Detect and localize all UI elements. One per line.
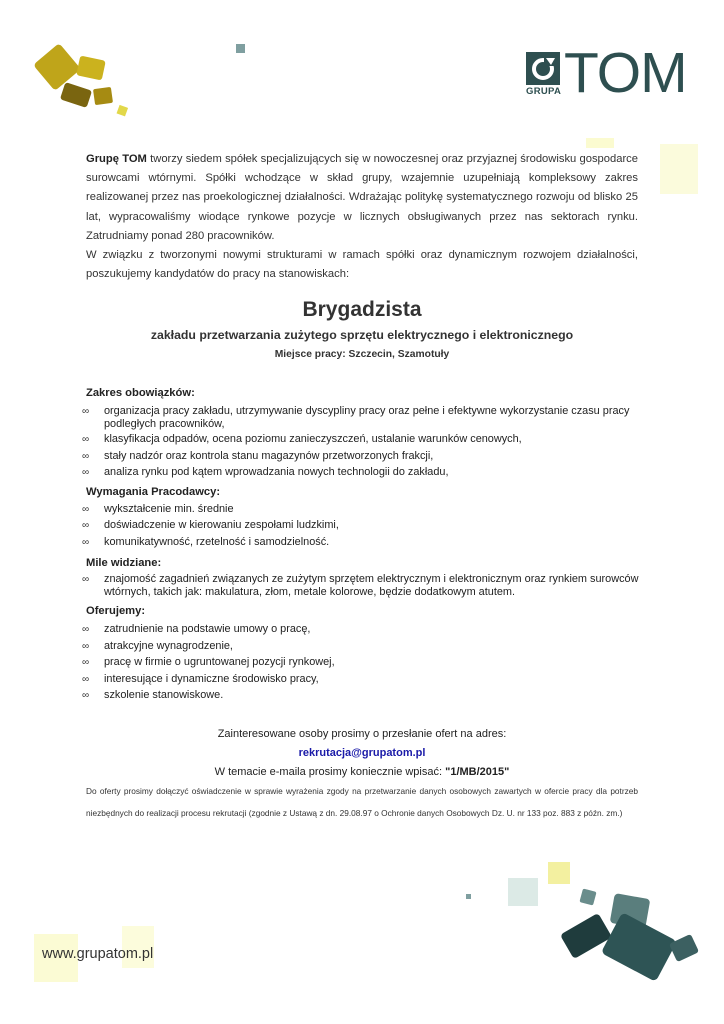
offer-item: pracę w firmie o ugruntowanej pozycji rynkowej,: [104, 656, 335, 668]
duty-item: klasyfikacja odpadów, ocena poziomu zanieczyszczeń, ustalanie warunków cenowych,: [104, 433, 522, 445]
gold-tile-medium: [76, 56, 106, 81]
email-subject-prefix: W temacie e-maila prosimy koniecznie wpisać:: [214, 766, 446, 778]
pale-yellow-bar-decoration: [586, 138, 614, 148]
nice-to-have-item: znajomość zagadnień związanych ze zużytym sprzętem elektrycznym i elektronicznym oraz rynkiem surowców wtórnych, takich jak: makulatura, złom, metale kolorowe, będzie dodatkowym atutem.: [104, 573, 639, 598]
recycle-arc-icon: [526, 52, 560, 85]
gold-tile-large: [33, 43, 81, 91]
bullet-icon: ∞: [82, 451, 90, 462]
bullet-icon: ∞: [82, 574, 90, 585]
website-link[interactable]: www.grupatom.pl: [42, 946, 154, 962]
job-location: Miejsce pracy: Szczecin, Szamotuły: [274, 349, 450, 360]
duty-item: analiza rynku pod kątem wprowadzania nowych technologii do zakładu,: [104, 466, 449, 478]
bullet-icon: ∞: [82, 434, 90, 445]
requirements-heading: Wymagania Pracodawcy:: [86, 486, 221, 498]
logo-group-label: GRUPA: [526, 86, 562, 97]
duties-heading: Zakres obowiązków:: [86, 387, 195, 399]
intro-text: [86, 150, 638, 284]
bullet-icon: ∞: [82, 690, 90, 701]
bullet-icon: ∞: [82, 406, 90, 417]
offer-heading: Oferujemy:: [86, 605, 146, 617]
requirement-item: komunikatywność, rzetelność i samodzielność.: [104, 536, 330, 548]
small-teal-dot-decoration: [466, 894, 471, 899]
duty-item: stały nadzór oraz kontrola stanu magazynów przetworzonych frakcji,: [104, 450, 434, 462]
contact-email-link[interactable]: rekrutacja@grupatom.pl: [298, 747, 426, 759]
pale-teal-tile-decoration: [508, 878, 538, 906]
email-subject-code: "1/MB/2015": [445, 766, 510, 778]
requirement-item: doświadczenie w kierowaniu zespołami ludzkimi,: [104, 519, 339, 531]
intro-brand: Grupę TOM: [86, 153, 147, 165]
intro-paragraph-2: W związku z tworzonymi nowymi strukturami w ramach spółki oraz dynamicznym rozwojem działalności, poszukujemy kandydatów do pracy na stanowiskach:: [86, 249, 638, 281]
yellow-tile-decoration: [548, 862, 570, 884]
bullet-icon: ∞: [82, 504, 90, 515]
logo-name: TOM: [564, 41, 687, 105]
requirement-item: wykształcenie min. średnie: [104, 503, 234, 515]
offer-item: zatrudnienie na podstawie umowy o pracę,: [104, 623, 311, 635]
contact-intro: Zainteresowane osoby prosimy o przesłanie ofert na adres:: [217, 728, 507, 740]
teal-tiles-decoration: [556, 884, 706, 994]
offer-item: interesujące i dynamiczne środowisko pracy,: [104, 673, 319, 685]
bullet-icon: ∞: [82, 641, 90, 652]
bullet-icon: ∞: [82, 624, 90, 635]
email-subject-line: [0, 766, 724, 778]
bullet-icon: ∞: [82, 467, 90, 478]
nice-to-have-heading: Mile widziane:: [86, 557, 162, 569]
teal-tile-small: [579, 888, 596, 905]
gold-tiles-decoration: [28, 42, 138, 122]
job-subtitle: zakładu przetwarzania zużytego sprzętu elektrycznego i elektronicznego: [150, 328, 574, 342]
teal-tile-right: [669, 934, 699, 962]
bullet-icon: ∞: [82, 657, 90, 668]
logo-mark: [526, 52, 560, 85]
gold-tile-tiny: [117, 105, 129, 117]
consent-note: Do oferty prosimy dołączyć oświadczenie w sprawie wyrażenia zgody na przetwarzanie danych osobowych zawartych w ofercie pracy dla potrzeb niezbędnych do realizacji procesu rekrutacji (zgodnie z Ustawą z dn. 29.08.97 o Ochronie danych Osobowych Dz. U. nr 133 poz. 883 z późn. zm.): [86, 786, 638, 818]
gold-tile-dark: [60, 82, 92, 108]
gold-tile-small: [93, 87, 113, 105]
offer-item: atrakcyjne wynagrodzenie,: [104, 640, 233, 652]
teal-square-decoration: [236, 44, 245, 53]
bullet-icon: ∞: [82, 520, 90, 531]
bullet-icon: ∞: [82, 674, 90, 685]
job-title: Brygadzista: [302, 298, 422, 321]
pale-yellow-square-decoration: [660, 144, 698, 194]
offer-item: szkolenie stanowiskowe.: [104, 689, 224, 701]
intro-paragraph-1: tworzy siedem spółek specjalizujących się w nowoczesnej oraz przyjaznej środowisku gospodarce surowcami wtórnymi. Spółki wchodzące w skład grupy, wzajemnie uzupełniają kompleksowy zakres realizowanej przez nas proekologicznej działalności. Wdrażając politykę systematycznego rozwoju od blisko 25 lat, wypracowaliśmy wiodące rynkowe pozycje w licznych obsługiwanych przez nas sektorach rynku. Zatrudniamy ponad 280 pracowników.: [86, 153, 638, 242]
contact-email-line: [0, 747, 724, 759]
duty-item: organizacja pracy zakładu, utrzymywanie dyscypliny pracy oraz pełne i efektywne wykorzystanie czasu pracy podległych pracowników,: [104, 405, 630, 430]
bullet-icon: ∞: [82, 537, 90, 548]
